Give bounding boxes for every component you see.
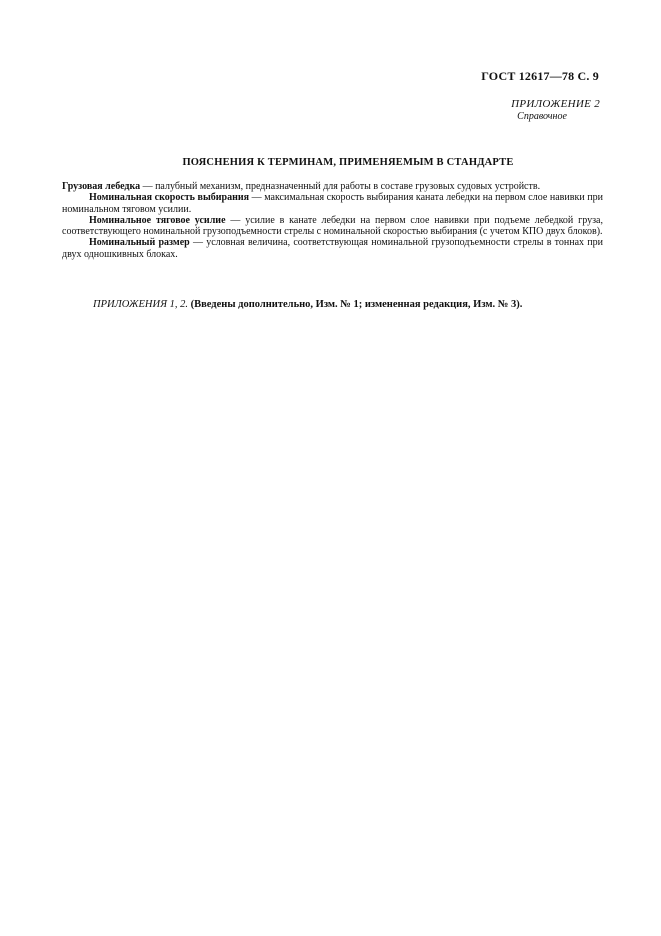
appendix-subtitle: Справочное [517, 111, 567, 122]
term-nominal-pull [62, 215, 603, 238]
term-definition: — максимальная скорость выбирания каната лебедки на первом слое навивки при номинальном тяговом усилии. [62, 192, 603, 215]
term-nominal-size [62, 237, 603, 260]
term-definition: — условная величина, соответствующая номинальной грузоподъемности стрелы в тоннах при двух одношкивных блоках. [62, 237, 603, 260]
term-name: Номинальное тяговое усилие [89, 214, 226, 226]
term-name: Номинальный размер [89, 237, 190, 249]
appendix-title: ПРИЛОЖЕНИЕ 2 [511, 98, 600, 110]
term-name: Грузовая лебедка [62, 181, 141, 192]
term-nominal-speed [62, 192, 603, 215]
term-definition: — палубный механизм, предназначенный для работы в составе грузовых судовых устройств. [140, 181, 541, 192]
section-title: ПОЯСНЕНИЯ К ТЕРМИНАМ, ПРИМЕНЯЕМЫМ В СТАНДАРТЕ [182, 157, 514, 168]
document-reference: ГОСТ 12617—78 С. 9 [481, 69, 599, 83]
term-cargo-winch [62, 181, 603, 192]
amendment-note [93, 299, 603, 310]
note-text: (Введены дополнительно, Изм. № 1; измененная редакция, Изм. № 3). [187, 299, 523, 310]
term-name: Номинальная скорость выбирания [89, 192, 250, 204]
appendix-label [511, 98, 600, 122]
terms-list [62, 181, 603, 260]
term-definition: — усилие в канате лебедки на первом слое навивки при подъеме лебедкой груза, соответствующего номинальной грузоподъемности стрелы с номинальной скоростью выбирания (с учетом КПО двух блоков). [62, 214, 603, 238]
note-reference: ПРИЛОЖЕНИЯ 1, 2. [93, 299, 188, 310]
